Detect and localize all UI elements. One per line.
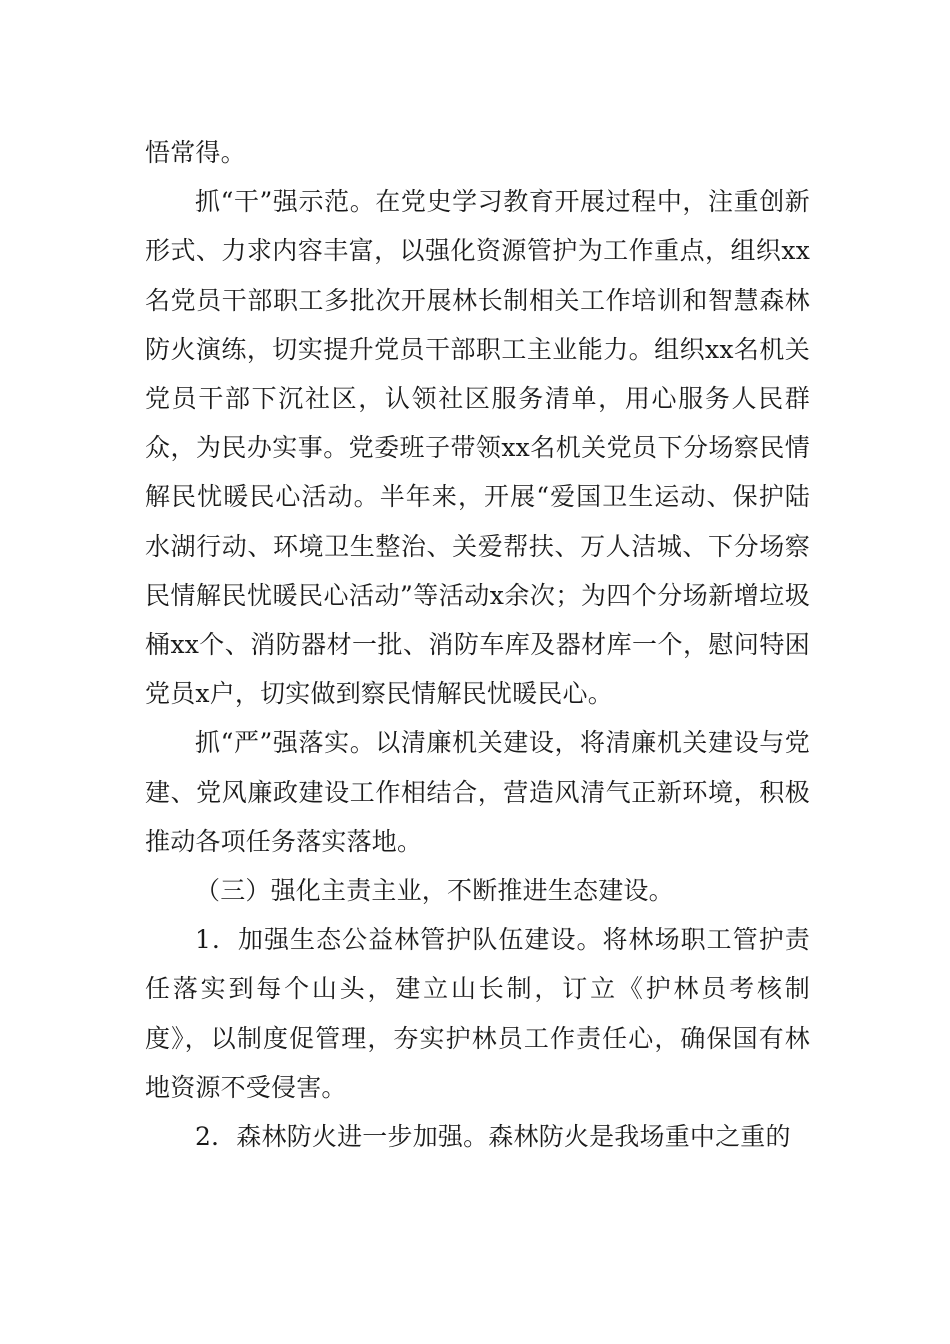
paragraph-continuation: 悟常得。 bbox=[145, 138, 246, 167]
paragraph-item-1: 1．加强生态公益林管护队伍建设。将林场职工管护责任落实到每个山头，建立山长制，订立《护林员考核制度》，以制度促管理，夯实护林员工作责任心，确保国有林地资源不受侵害。 bbox=[145, 925, 810, 1102]
paragraph-gan-demonstration: 抓“干”强示范。在党史学习教育开展过程中，注重创新形式、力求内容丰富，以强化资源管护为工作重点，组织xx名党员干部职工多批次开展林长制相关工作培训和智慧森林防火演练，切实提升党员干部职工主业能力。组织xx名机关党员干部下沉社区，认领社区服务清单，用心服务人民群众，为民办实事。党委班子带领xx名机关党员下分场察民情解民忧暖民心活动。半年来，开展“爱国卫生运动、保护陆水湖行动、环境卫生整治、关爱帮扶、万人洁城、下分场察民情解民忧暖民心活动”等活动x余次；为四个分场新增垃圾桶xx个、消防器材一批、消防车库及器材库一个，慰问特困党员x户，切实做到察民情解民忧暖民心。 bbox=[145, 187, 810, 709]
document-body bbox=[145, 128, 810, 1161]
section-heading-three: （三）强化主责主业，不断推进生态建设。 bbox=[195, 876, 674, 906]
paragraph-item-2: 2．森林防火进一步加强。森林防火是我场重中之重的 bbox=[195, 1122, 791, 1152]
paragraph-yan-implementation: 抓“严”强落实。以清廉机关建设，将清廉机关建设与党建、党风廉政建设工作相结合，营造风清气正新环境，积极推动各项任务落实落地。 bbox=[145, 728, 810, 856]
